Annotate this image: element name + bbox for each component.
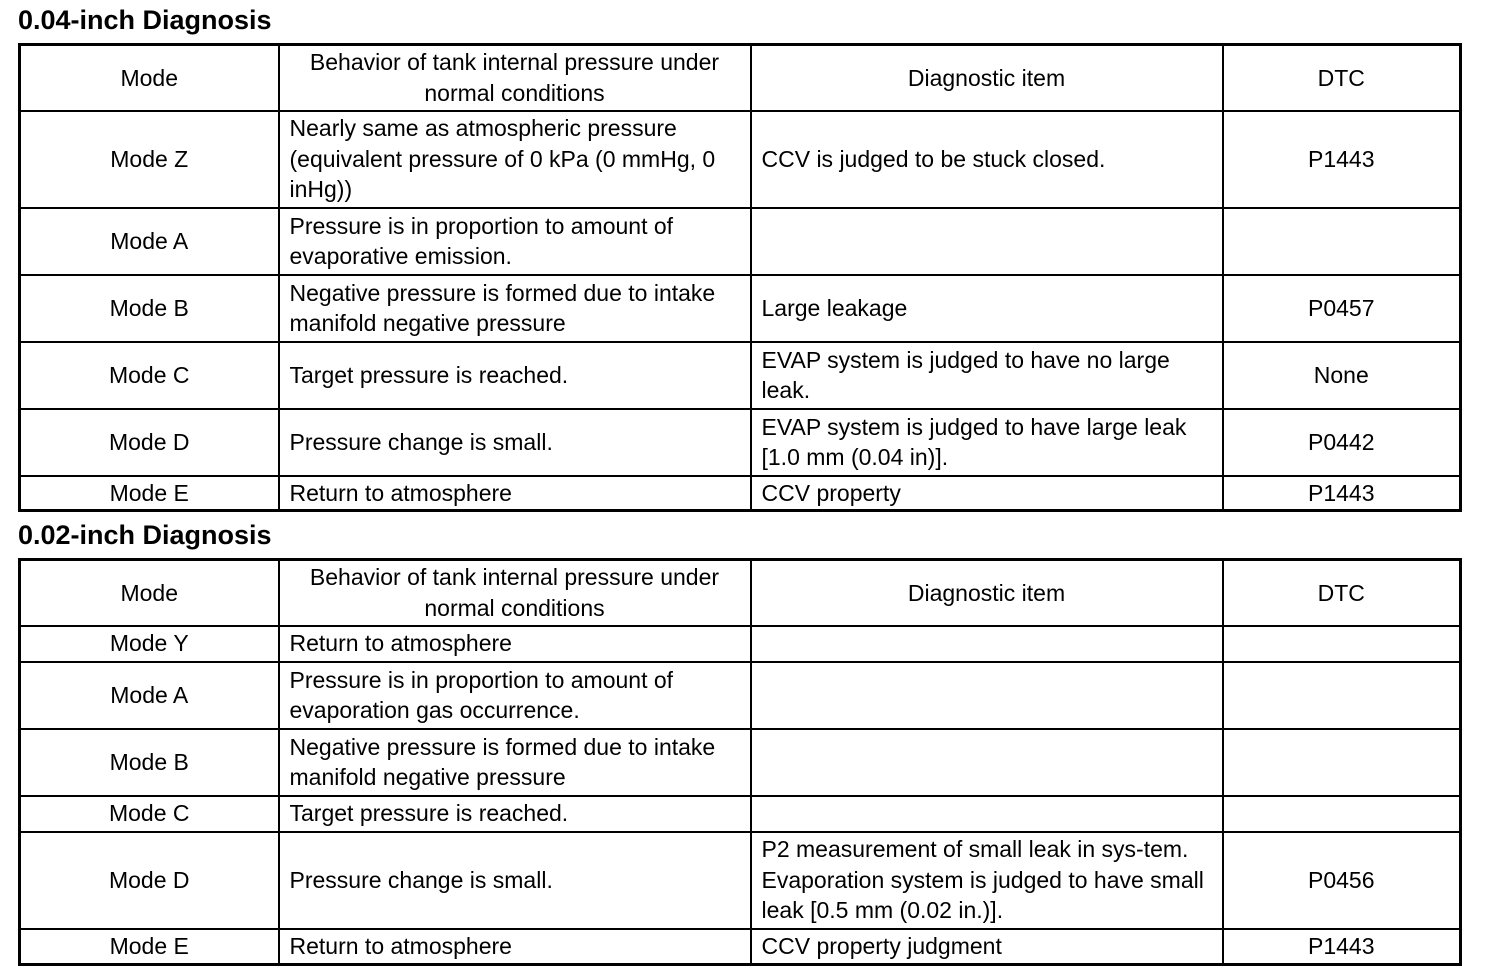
table-row (20, 342, 1461, 409)
cell-mode: Mode Y (20, 626, 279, 662)
header-diagnostic-item: Diagnostic item (751, 560, 1223, 626)
cell-diagnostic-item: CCV property judgment (751, 929, 1223, 965)
table-row (20, 275, 1461, 342)
cell-behavior: Negative pressure is formed due to intake manifold negative pressure (279, 275, 751, 342)
cell-diagnostic-item (751, 796, 1223, 832)
cell-dtc: P0456 (1223, 832, 1461, 929)
cell-diagnostic-item (751, 729, 1223, 796)
cell-mode: Mode B (20, 729, 279, 796)
cell-mode: Mode Z (20, 111, 279, 208)
cell-behavior: Pressure is in proportion to amount of evaporative emission. (279, 208, 751, 275)
table-row (20, 626, 1461, 662)
cell-diagnostic-item: EVAP system is judged to have large leak [1.0 mm (0.04 in)]. (751, 409, 1223, 476)
section-title-0.02: 0.02-inch Diagnosis (18, 520, 272, 550)
section-title-0.04: 0.04-inch Diagnosis (18, 5, 272, 35)
cell-dtc (1223, 626, 1461, 662)
cell-dtc: P0457 (1223, 275, 1461, 342)
cell-behavior: Pressure change is small. (279, 409, 751, 476)
cell-dtc: P1443 (1223, 929, 1461, 965)
cell-behavior: Target pressure is reached. (279, 796, 751, 832)
cell-behavior: Pressure is in proportion to amount of evaporation gas occurrence. (279, 662, 751, 729)
header-mode: Mode (20, 560, 279, 626)
header-behavior: Behavior of tank internal pressure under normal conditions (279, 560, 751, 626)
cell-mode: Mode E (20, 476, 279, 511)
diagnosis-table-0.02 (18, 558, 1462, 966)
cell-dtc: P0442 (1223, 409, 1461, 476)
header-mode: Mode (20, 45, 279, 111)
cell-dtc (1223, 796, 1461, 832)
cell-diagnostic-item: Large leakage (751, 275, 1223, 342)
table-row (20, 476, 1461, 511)
cell-mode: Mode C (20, 342, 279, 409)
cell-dtc (1223, 662, 1461, 729)
cell-behavior: Nearly same as atmospheric pressure (equivalent pressure of 0 kPa (0 mmHg, 0 inHg)) (279, 111, 751, 208)
cell-diagnostic-item (751, 662, 1223, 729)
cell-diagnostic-item: CCV property (751, 476, 1223, 511)
cell-dtc (1223, 729, 1461, 796)
header-diagnostic-item: Diagnostic item (751, 45, 1223, 111)
table-row (20, 929, 1461, 965)
cell-diagnostic-item (751, 208, 1223, 275)
cell-mode: Mode D (20, 832, 279, 929)
cell-behavior: Return to atmosphere (279, 626, 751, 662)
cell-mode: Mode C (20, 796, 279, 832)
diagnosis-table-0.04 (18, 43, 1462, 512)
table-row (20, 832, 1461, 929)
cell-mode: Mode B (20, 275, 279, 342)
cell-mode: Mode D (20, 409, 279, 476)
table-header-row (20, 45, 1461, 111)
table-row (20, 409, 1461, 476)
table-row (20, 729, 1461, 796)
cell-diagnostic-item: CCV is judged to be stuck closed. (751, 111, 1223, 208)
header-dtc: DTC (1223, 560, 1461, 626)
table-row (20, 662, 1461, 729)
header-behavior: Behavior of tank internal pressure under normal conditions (279, 45, 751, 111)
table-row (20, 111, 1461, 208)
cell-diagnostic-item: EVAP system is judged to have no large leak. (751, 342, 1223, 409)
table-row (20, 796, 1461, 832)
cell-dtc (1223, 208, 1461, 275)
cell-mode: Mode E (20, 929, 279, 965)
cell-diagnostic-item: P2 measurement of small leak in sys-tem. Evaporation system is judged to have small leak [0.5 mm (0.02 in.)]. (751, 832, 1223, 929)
cell-dtc: None (1223, 342, 1461, 409)
table-header-row (20, 560, 1461, 626)
cell-diagnostic-item (751, 626, 1223, 662)
header-dtc: DTC (1223, 45, 1461, 111)
cell-behavior: Target pressure is reached. (279, 342, 751, 409)
cell-mode: Mode A (20, 662, 279, 729)
cell-behavior: Return to atmosphere (279, 929, 751, 965)
cell-dtc: P1443 (1223, 476, 1461, 511)
cell-behavior: Pressure change is small. (279, 832, 751, 929)
cell-behavior: Return to atmosphere (279, 476, 751, 511)
table-row (20, 208, 1461, 275)
cell-dtc: P1443 (1223, 111, 1461, 208)
cell-behavior: Negative pressure is formed due to intake manifold negative pressure (279, 729, 751, 796)
cell-mode: Mode A (20, 208, 279, 275)
